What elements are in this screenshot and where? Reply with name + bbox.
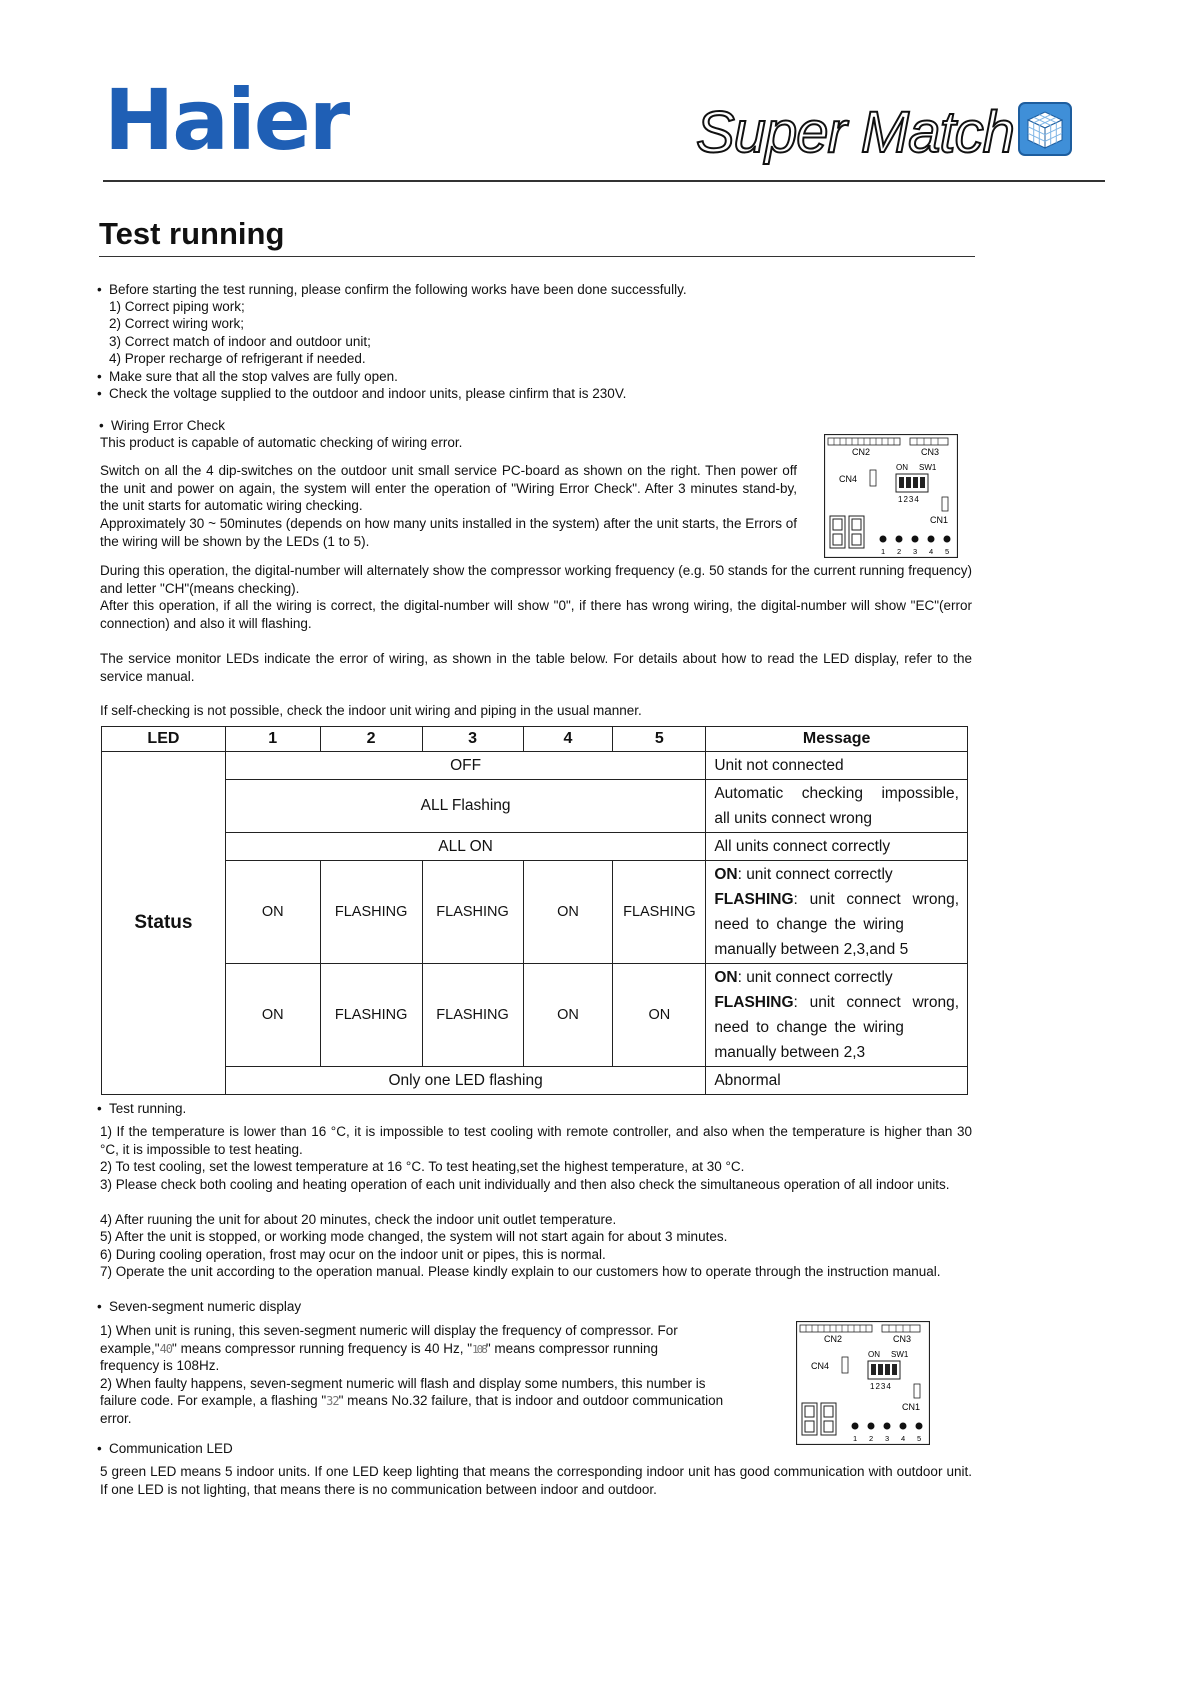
msg-auto-check-impossible: [706, 780, 968, 833]
seven-l4: 2) When faulty happens, seven-segment numeric will flash and display some numbers, this number is: [100, 1376, 706, 1391]
table-row: [102, 861, 968, 964]
seven-text: " means No.32 failure, that is indoor and outdoor communication: [338, 1393, 724, 1408]
seven-l2: [100, 1340, 658, 1359]
board-led-2: 2: [897, 547, 902, 556]
cell: FLASHING: [422, 964, 523, 1067]
cube-icon: [1018, 102, 1072, 156]
intro-bullet-3: • Check the voltage supplied to the outdoor and indoor units, please cinfirm that is 230V.: [109, 385, 626, 403]
test-p6: 6) During cooling operation, frost may ocur on the indoor unit or pipes, this is normal.: [100, 1247, 606, 1262]
state-off: OFF: [225, 752, 705, 780]
service-board-diagram: [824, 434, 958, 558]
status-label: Status: [102, 752, 226, 1095]
wiring-p1: This product is capable of automatic checking of wiring error.: [100, 435, 463, 450]
msg-line: manually between 2,3: [714, 1044, 866, 1061]
header-led: LED: [102, 727, 226, 752]
msg-not-connected: Unit not connected: [706, 752, 968, 780]
test-p5: 5) After the unit is stopped, or working mode changed, the system will not start again for about 3 minutes.: [100, 1229, 728, 1244]
msg-abnormal: Abnormal: [706, 1067, 968, 1095]
seg-40-icon: 40: [159, 1342, 173, 1356]
msg-key: ON: [714, 969, 738, 986]
test-p7: 7) Operate the unit according to the operation manual. Please kindly explain to our customers how to operate through the instruction manual.: [100, 1264, 941, 1279]
wiring-p5: If self-checking is not possible, check the indoor unit wiring and piping in the usual manner.: [100, 703, 642, 718]
wiring-p3b: After this operation, if all the wiring is correct, the digital-number will show "0", if there has wrong wiring, the digital-number will show "EC"(error connection) and also it will flashing.: [100, 598, 972, 631]
msg-text: : unit connect correctly: [737, 866, 893, 883]
intro-item-4: 4) Proper recharge of refrigerant if needed.: [109, 351, 366, 366]
test-p3: 3) Please check both cooling and heating operation of each unit individually and then also check the simultaneous operation of all indoor units.: [100, 1177, 950, 1192]
header-2: 2: [320, 727, 422, 752]
cell: FLASHING: [320, 861, 422, 964]
intro-item-2: 2) Correct wiring work;: [109, 316, 245, 331]
board-cn1-label: CN1: [902, 1402, 921, 1412]
board-cn2-label: CN2: [852, 447, 871, 457]
msg-wrong-235: [706, 861, 968, 964]
service-board-diagram-2: [796, 1321, 930, 1445]
board-on-label: ON: [868, 1350, 880, 1359]
header-4: 4: [523, 727, 613, 752]
table-header-row: [102, 727, 968, 752]
msg-line: Automatic checking impossible,: [714, 785, 959, 802]
board-led-3: 3: [913, 547, 918, 556]
msg-all-correct: All units connect correctly: [706, 833, 968, 861]
seven-text: example,": [100, 1341, 160, 1356]
cell: ON: [523, 964, 613, 1067]
board-on-label: ON: [896, 463, 908, 472]
comm-p: 5 green LED means 5 indoor units. If one LED keep lighting that means the corresponding indoor unit has good communication with outdoor unit. If one LED is not lighting, that means there is no communication between indoor and outdoor.: [100, 1464, 972, 1497]
test-p1: 1) If the temperature is lower than 16 °C, it is impossible to test cooling with remote controller, and also when the temperature is higher than 30 °C, it is impossible to test heating.: [100, 1124, 972, 1157]
intro-bullet-1: • Before starting the test running, please confirm the following works have been done successfully.: [109, 281, 969, 299]
state-one-flashing: Only one LED flashing: [225, 1067, 705, 1095]
test-heading: • Test running.: [109, 1100, 186, 1118]
wiring-p3a: During this operation, the digital-number will alternately show the compressor working frequency (e.g. 50 stands for the current running frequency) and letter "CH"(means checking).: [100, 563, 972, 596]
header-divider: [103, 180, 1105, 182]
seven-l1: 1) When unit is runing, this seven-segment numeric will display the frequency of compressor. For: [100, 1323, 678, 1338]
board-led-4: 4: [929, 547, 934, 556]
wiring-p2a: Switch on all the 4 dip-switches on the outdoor unit small service PC-board as shown on the right. Then power off the unit and power on again, the system will enter the operation of "Wiring Error Check". After 3 minutes stand-by, the unit starts for automatic wiring checking.: [100, 463, 797, 513]
cell: ON: [225, 964, 320, 1067]
board-led-1: 1: [853, 1434, 858, 1443]
comm-heading: • Communication LED: [109, 1440, 233, 1458]
test-p2: 2) To test cooling, set the lowest temperature at 16 °C. To test heating,set the highest temperature, at 30 °C.: [100, 1159, 745, 1174]
msg-line: [714, 990, 959, 1015]
board-cn2-label: CN2: [824, 1334, 843, 1344]
state-all-flashing: ALL Flashing: [225, 780, 705, 833]
msg-key: FLASHING: [714, 891, 794, 908]
msg-key: FLASHING: [714, 994, 794, 1011]
cell: ON: [613, 964, 706, 1067]
led-status-table: [101, 726, 968, 1095]
cell: ON: [225, 861, 320, 964]
board-led-5: 5: [945, 547, 950, 556]
header-3: 3: [422, 727, 523, 752]
header-5: 5: [613, 727, 706, 752]
intro-item-1: 1) Correct piping work;: [109, 299, 245, 314]
board-cn1-label: CN1: [930, 515, 949, 525]
wiring-p2b: Approximately 30 ~ 50minutes (depends on how many units installed in the system) after the unit starts, the Errors of the wiring will be shown by the LEDs (1 to 5).: [100, 516, 797, 549]
table-row: [102, 780, 968, 833]
board-sw1-label: SW1: [919, 463, 937, 472]
msg-line: manually between 2,3,and 5: [714, 941, 909, 958]
msg-line: [714, 862, 959, 887]
seg-32-icon: 32: [326, 1394, 339, 1408]
seven-l3: frequency is 108Hz.: [100, 1358, 220, 1373]
msg-text: : unit connect wrong,: [793, 891, 959, 908]
cell: FLASHING: [320, 964, 422, 1067]
haier-logo: Haier: [104, 71, 349, 169]
seven-heading: • Seven-segment numeric display: [109, 1298, 301, 1316]
header-message: Message: [706, 727, 968, 752]
state-all-on: ALL ON: [225, 833, 705, 861]
seven-text: " means compressor running: [485, 1341, 658, 1356]
cell: FLASHING: [613, 861, 706, 964]
seven-l5: [100, 1392, 723, 1411]
msg-line: need to change the wiring: [714, 1019, 904, 1036]
board-cn4-label: CN4: [839, 474, 858, 484]
test-p4: 4) After ruuning the unit for about 20 minutes, check the indoor unit outlet temperature.: [100, 1212, 617, 1227]
board-dip-label: 1234: [870, 1382, 892, 1391]
board-dip-label: 1234: [898, 495, 920, 504]
msg-wrong-23: [706, 964, 968, 1067]
seven-text: " means compressor running frequency is 40 Hz, ": [172, 1341, 472, 1356]
title-underline: [99, 256, 975, 257]
msg-text: : unit connect wrong,: [793, 994, 959, 1011]
msg-line: [714, 965, 959, 990]
page-title: Test running: [99, 216, 285, 251]
intro-item-3: 3) Correct match of indoor and outdoor unit;: [109, 334, 371, 349]
msg-line: need to change the wiring: [714, 916, 904, 933]
table-row: [102, 752, 968, 780]
seven-text: failure code. For example, a flashing ": [100, 1393, 327, 1408]
board-led-1: 1: [881, 547, 886, 556]
table-row: [102, 964, 968, 1067]
table-row: [102, 833, 968, 861]
seg-108-icon: 108: [472, 1343, 486, 1356]
cell: ON: [523, 861, 613, 964]
board-cn3-label: CN3: [921, 447, 940, 457]
board-led-4: 4: [901, 1434, 906, 1443]
wiring-p4: The service monitor LEDs indicate the error of wiring, as shown in the table below. For details about how to read the LED display, refer to the service manual.: [100, 651, 972, 684]
board-cn4-label: CN4: [811, 1361, 830, 1371]
cell: FLASHING: [422, 861, 523, 964]
msg-key: ON: [714, 866, 738, 883]
board-cn3-label: CN3: [893, 1334, 912, 1344]
wiring-heading: • Wiring Error Check: [111, 417, 225, 435]
header-1: 1: [225, 727, 320, 752]
board-sw1-label: SW1: [891, 1350, 909, 1359]
board-led-3: 3: [885, 1434, 890, 1443]
table-row: [102, 1067, 968, 1095]
seven-l6: error.: [100, 1411, 132, 1426]
msg-line: all units connect wrong: [714, 810, 872, 827]
msg-line: [714, 887, 959, 912]
board-led-5: 5: [917, 1434, 922, 1443]
board-led-2: 2: [869, 1434, 874, 1443]
super-match-logo: [696, 100, 1072, 165]
msg-text: : unit connect correctly: [737, 969, 893, 986]
intro-bullet-2: • Make sure that all the stop valves are fully open.: [109, 368, 398, 386]
super-match-wordmark: Super Match: [696, 100, 1014, 165]
